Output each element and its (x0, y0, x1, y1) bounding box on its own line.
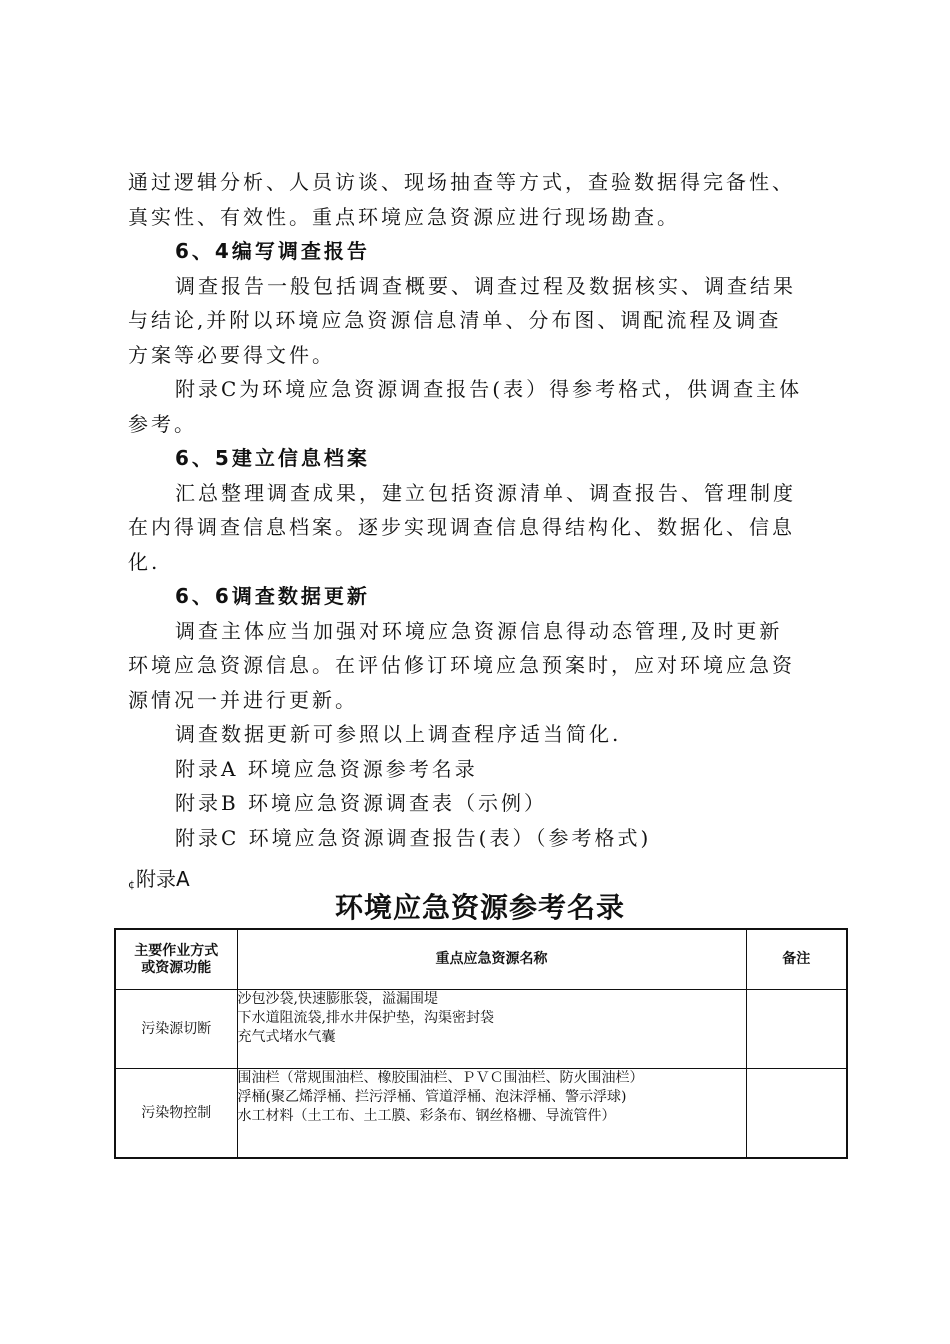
appendix-list-item: 附录A 环境应急资源参考名录 (175, 756, 478, 781)
appendix-list-item: 附录B 环境应急资源调查表（示例） (175, 791, 548, 815)
appendix-a-text: 附录A (136, 867, 190, 891)
resource-item: 充气式堵水气囊 (237, 1029, 336, 1045)
paragraph-line: 源情况一并进行更新。 (128, 687, 358, 712)
resource-item: 沙包沙袋,快速膨胀袋，溢漏围堤 (237, 991, 438, 1007)
header-resources: 重点应急资源名称 (237, 929, 746, 990)
paragraph-line: 附录C为环境应急资源调查报告(表）得参考格式，供调查主体 (175, 377, 803, 401)
paragraph-line: 在内得调查信息档案。逐步实现调查信息得结构化、数据化、信息 (128, 515, 795, 539)
notes-cell (746, 1069, 847, 1159)
paragraph-line: 环境应急资源信息。在评估修订环境应急预案时，应对环境应急资 (128, 653, 795, 677)
section-heading-6-6: 6、6调查数据更新 (175, 584, 370, 608)
paragraph-line: 调查报告一般包括调查概要、调查过程及数据核实、调查结果 (175, 273, 796, 298)
paragraph-line: 参考。 (128, 411, 197, 436)
section-heading-6-5: 6、5建立信息档案 (175, 446, 370, 470)
paragraph-line: 通过逻辑分析、人员访谈、现场抽查等方式，查验数据得完备性、 (128, 170, 795, 194)
resources-cell (237, 990, 746, 1069)
header-function (115, 929, 237, 990)
anchor-mark: ¢ (128, 878, 135, 891)
resource-table (114, 928, 848, 1159)
function-cell: 污染物控制 (115, 1069, 237, 1159)
paragraph-line: 调查数据更新可参照以上调查程序适当简化. (175, 722, 622, 746)
header-notes: 备注 (746, 929, 847, 990)
paragraph-line: 方案等必要得文件。 (128, 342, 335, 367)
resource-item: 下水道阻流袋,排水井保护垫，沟渠密封袋 (237, 1010, 494, 1026)
resource-item: 围油栏（常规围油栏、橡胶围油栏、ＰＶＣ围油栏、防火围油栏） (237, 1070, 644, 1086)
appendix-list-item: 附录C 环境应急资源调查报告(表）（参考格式) (175, 825, 652, 850)
table-row (115, 1069, 847, 1159)
function-cell: 污染源切断 (115, 990, 237, 1069)
notes-cell (746, 990, 847, 1069)
paragraph-line: 化. (128, 549, 161, 574)
resources-cell (237, 1069, 746, 1159)
paragraph-line: 调查主体应当加强对环境应急资源信息得动态管理,及时更新 (175, 618, 783, 643)
resource-item: 浮桶(聚乙烯浮桶、拦污浮桶、管道浮桶、泡沫浮桶、警示浮球) (237, 1089, 627, 1105)
paragraph-line: 汇总整理调查成果，建立包括资源清单、调查报告、管理制度 (175, 480, 796, 505)
table-header-row (115, 929, 847, 990)
body-text (128, 165, 833, 855)
table-title: 环境应急资源参考名录 (334, 891, 625, 924)
resource-item: 水工材料（土工布、土工膜、彩条布、钢丝格栅、导流管件） (237, 1108, 616, 1124)
header-function-line: 或资源功能 (141, 959, 212, 976)
header-function-line: 主要作业方式 (134, 942, 219, 959)
section-heading-6-4: 6、4编写调查报告 (175, 239, 370, 263)
paragraph-line: 真实性、有效性。重点环境应急资源应进行现场勘查。 (128, 204, 680, 229)
table-row (115, 990, 847, 1069)
paragraph-line: 与结论,并附以环境应急资源信息清单、分布图、调配流程及调查 (128, 308, 782, 332)
